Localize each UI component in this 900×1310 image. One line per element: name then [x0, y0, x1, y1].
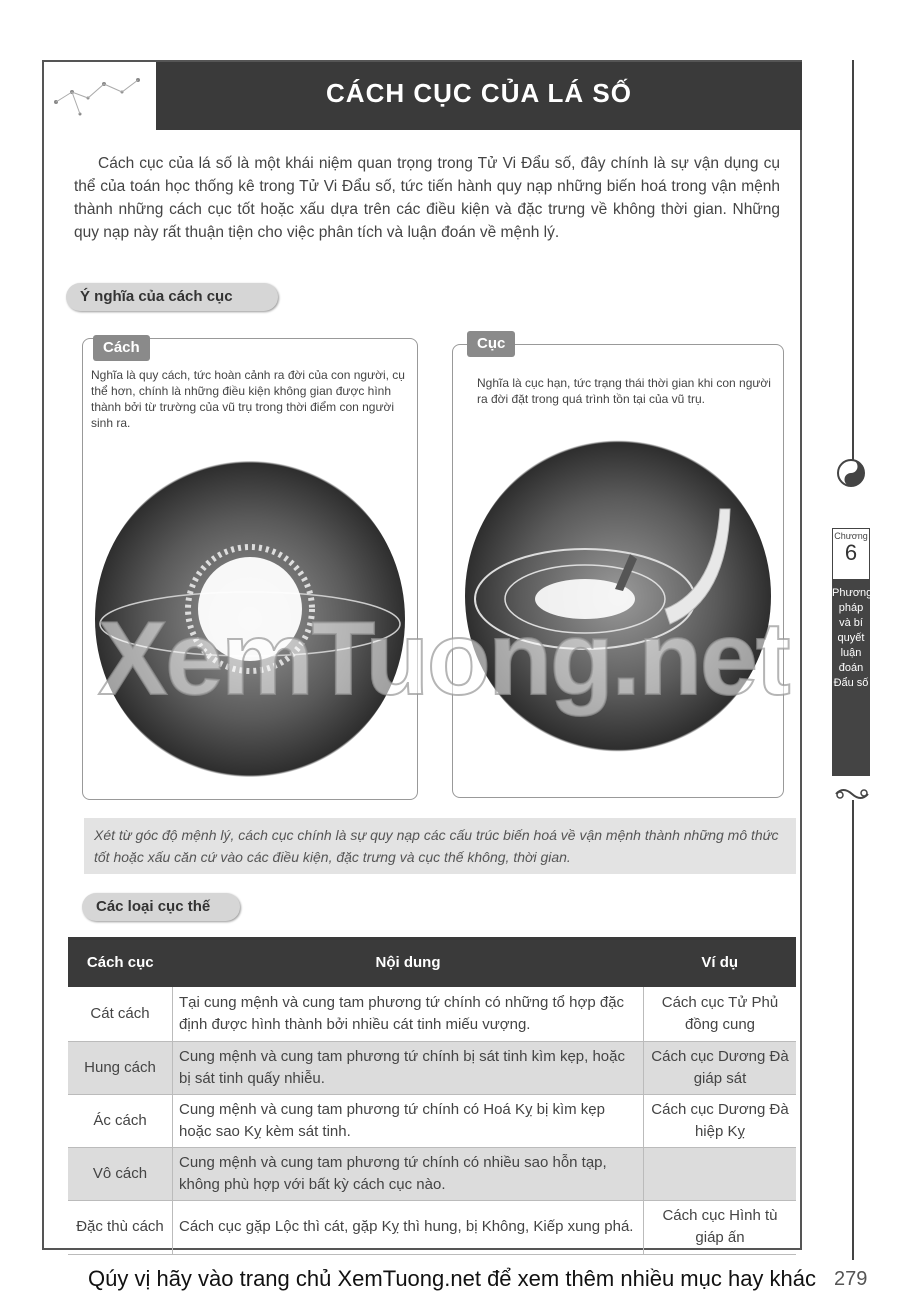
table-row [68, 1147, 796, 1200]
section-heading-types: Các loại cục thế [82, 893, 240, 921]
watermark: XemTuong.net [98, 601, 789, 717]
row-example [644, 1147, 797, 1200]
row-name: Cát cách [68, 987, 173, 1041]
chapter-label: Chương [834, 531, 868, 541]
yin-yang-icon [836, 458, 866, 488]
header-vi-du: Ví dụ [644, 937, 797, 987]
row-example: Cách cục Hình tù giáp ấn [644, 1200, 797, 1254]
side-line-top [852, 60, 854, 460]
intro-paragraph: Cách cục của lá số là một khái niệm quan trọng trong Tử Vi Đẩu số, đây chính là sự vận dụng cụ thể của toán học thống kê trong Tử Vi Đẩu số, tức tiến hành quy nạp những biến hoá trong vận mệnh thành những cách cục tốt hoặc xấu dựa trên các điều kiện và đặc trưng về không thời gian. Những quy nạp này rất thuận tiện cho việc phân tích và luận đoán về mệnh lý. [74, 155, 780, 241]
row-example: Cách cục Dương Đà giáp sát [644, 1041, 797, 1094]
chapter-description: Phương pháp và bí quyết luận đoán Đẩu số [832, 580, 870, 776]
table-row [68, 1200, 796, 1254]
panel-text-cach: Nghĩa là quy cách, tức hoàn cảnh ra đời của con người, cụ thể hơn, chính là những điều kiện không gian được hình thành bởi từ trường của vũ trụ trong thời điểm con người sinh ra. [91, 368, 405, 430]
chapter-box [832, 528, 870, 580]
row-content: Cung mệnh và cung tam phương tứ chính bị sát tinh kìm kẹp, hoặc bị sát tinh quấy nhiễu. [173, 1041, 644, 1094]
constellation-logo [44, 62, 156, 130]
page-title: CÁCH CỤC CỦA LÁ SỐ [326, 78, 632, 108]
row-name: Hung cách [68, 1041, 173, 1094]
row-name: Ác cách [68, 1094, 173, 1147]
panel-text-cuc: Nghĩa là cục hạn, tức trạng thái thời gian khi con người ra đời đặt trong quá trình tồn tại của vũ trụ. [477, 376, 771, 406]
row-content: Cung mệnh và cung tam phương tứ chính có nhiều sao hỗn tạp, không phù hợp với bất kỳ cách cục nào. [173, 1147, 644, 1200]
table-row [68, 1094, 796, 1147]
panel-cach [82, 338, 418, 800]
row-example: Cách cục Tử Phủ đồng cung [644, 987, 797, 1041]
row-name: Đặc thù cách [68, 1200, 173, 1254]
scroll-ornament-icon [834, 786, 870, 802]
cach-cuc-table [68, 937, 796, 1255]
chapter-tab[interactable] [832, 498, 873, 788]
panel-tag-cuc: Cục [467, 331, 515, 357]
quote-box: Xét từ góc độ mệnh lý, cách cục chính là sự quy nạp các cấu trúc biến hoá về vận mệnh thành những mô thức tốt hoặc xấu căn cứ vào các điều kiện, đặc trưng và cục thế không, thời gian. [84, 818, 796, 874]
table-row [68, 1041, 796, 1094]
header-bar [156, 62, 802, 130]
header-noi-dung: Nội dung [173, 937, 644, 987]
section-heading-meaning: Ý nghĩa của cách cục [66, 283, 278, 311]
row-content: Tại cung mệnh và cung tam phương tứ chính có những tổ hợp đặc định được hình thành bởi nhiều cát tinh miếu vượng. [173, 987, 644, 1041]
header-cach-cuc: Cách cục [68, 937, 173, 987]
row-name: Vô cách [68, 1147, 173, 1200]
panel-tag-cach: Cách [93, 335, 150, 361]
row-content: Cách cục gặp Lộc thì cát, gặp Kỵ thì hung, bị Không, Kiếp xung phá. [173, 1200, 644, 1254]
table-row [68, 987, 796, 1041]
side-line-bottom [852, 800, 854, 1260]
row-content: Cung mệnh và cung tam phương tứ chính có Hoá Kỵ bị kìm kẹp hoặc sao Kỵ kèm sát tinh. [173, 1094, 644, 1147]
row-example: Cách cục Dương Đà hiệp Kỵ [644, 1094, 797, 1147]
footer-link-text[interactable]: Qúy vị hãy vào trang chủ XemTuong.net để xem thêm nhiều mục hay khác [88, 1266, 817, 1291]
table-header-row [68, 937, 796, 987]
page-number: 279 [834, 1268, 868, 1290]
chapter-number: 6 [844, 540, 858, 565]
panel-cuc [452, 335, 784, 798]
